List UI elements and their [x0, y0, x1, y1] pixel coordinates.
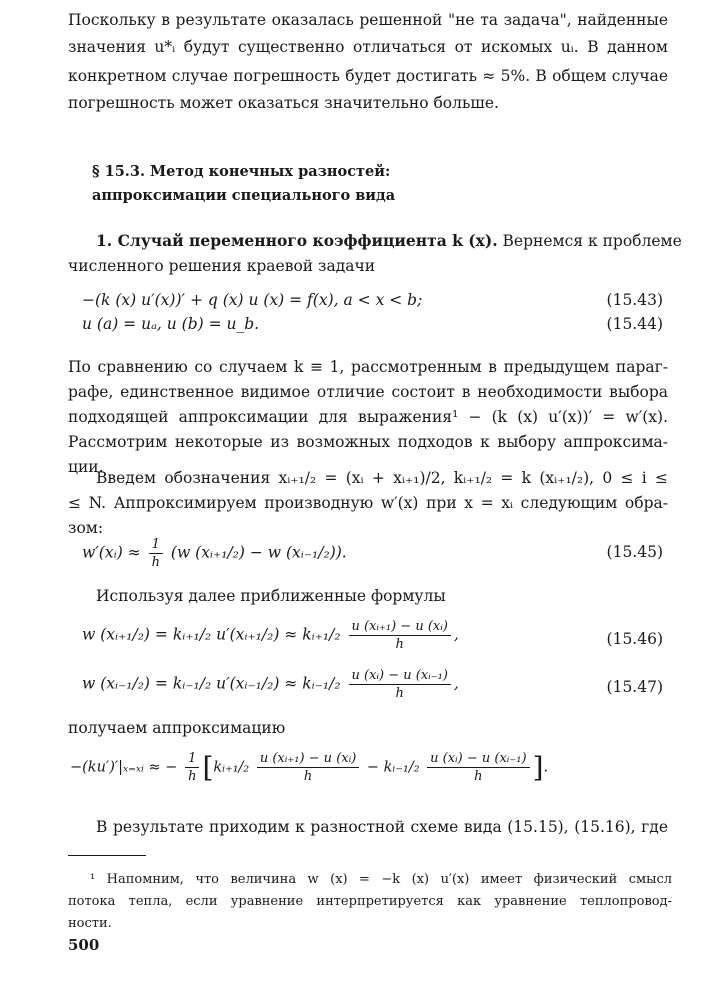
- eq-mid: − kᵢ₋₁/₂: [366, 759, 420, 776]
- item1-title: 1. Случай переменного коэффициента k (x).: [96, 231, 498, 250]
- paragraph-6: [68, 815, 668, 840]
- text-line: получаем аппроксимацию: [68, 719, 286, 737]
- fraction: [185, 750, 199, 785]
- eq-tail: .: [543, 759, 549, 776]
- page-number: 500: [68, 936, 100, 954]
- equation-15-44: u (a) = uₐ, u (b) = u_b.: [82, 315, 260, 333]
- fraction-numerator: u (xᵢ₊₁) − u (xᵢ): [257, 750, 359, 768]
- paragraph-5: [68, 716, 668, 741]
- fraction-numerator: 1: [185, 750, 199, 768]
- eq-right: ,: [453, 625, 459, 644]
- fraction-denominator: h: [474, 769, 483, 784]
- equation-number: (15.46): [606, 630, 663, 648]
- eq-left: w (xᵢ₊₁/₂) = kᵢ₊₁/₂ u′(xᵢ₊₁/₂) ≈ kᵢ₊₁/₂: [82, 625, 341, 644]
- equation-number: (15.45): [606, 543, 663, 561]
- item1-paragraph: [68, 228, 682, 279]
- text-line: [68, 228, 682, 254]
- text-line: ≤ N. Аппроксимируем производную w′(x) при x = xᵢ следующим обра-: [68, 494, 668, 512]
- fraction: [427, 750, 529, 785]
- fraction-denominator: h: [395, 686, 404, 701]
- left-bracket: [: [202, 751, 214, 784]
- text-line: зом:: [68, 519, 104, 537]
- text-line: По сравнению со случаем k ≡ 1, рассмотренным в предыдущем параг-: [68, 358, 668, 376]
- section-heading-line: аппроксимации специального вида: [92, 187, 396, 204]
- text-line: численного решения краевой задачи: [68, 257, 376, 275]
- section-heading-line: § 15.3. Метод конечных разностей:: [92, 163, 391, 180]
- footnote: [68, 869, 672, 935]
- fraction-denominator: h: [395, 637, 404, 652]
- paragraph-3: [68, 466, 668, 541]
- text-line: погрешность может оказаться значительно больше.: [68, 94, 499, 112]
- fraction: [149, 536, 163, 571]
- text-line: Рассмотрим некоторые из возможных подходов к выбору аппроксима-: [68, 433, 668, 451]
- equation-15-46: [82, 618, 459, 653]
- eq-left: w′(xᵢ) ≈: [82, 543, 141, 562]
- intro-paragraph: [68, 8, 668, 116]
- eq-right: ,: [453, 674, 459, 693]
- eq-left: w (xᵢ₋₁/₂) = kᵢ₋₁/₂ u′(xᵢ₋₁/₂) ≈ kᵢ₋₁/₂: [82, 674, 341, 693]
- fraction: [349, 667, 451, 702]
- equation-number: (15.44): [606, 315, 663, 333]
- eq-right: (w (xᵢ₊₁/₂) − w (xᵢ₋₁/₂)).: [170, 543, 347, 562]
- text-line: Поскольку в результате оказалась решенной "не та задача", найденные: [68, 11, 668, 29]
- equation-15-45: [82, 536, 347, 571]
- fraction-numerator: u (xᵢ) − u (xᵢ₋₁): [349, 667, 451, 685]
- text-line: конкретном случае погрешность будет достигать ≈ 5%. В общем случае: [68, 67, 668, 85]
- item1-rest: Вернемся к проблеме: [497, 232, 682, 250]
- footnote-line: ¹ Напомним, что величина w (x) = −k (x) u′(x) имеет физический смысл: [90, 872, 672, 887]
- fraction-numerator: u (xᵢ₊₁) − u (xᵢ): [349, 618, 451, 636]
- fraction-numerator: 1: [149, 536, 163, 554]
- equation-number: (15.43): [606, 291, 663, 309]
- fraction: [257, 750, 359, 785]
- text-line: Введем обозначения xᵢ₊₁/₂ = (xᵢ + xᵢ₊₁)/2, kᵢ₊₁/₂ = k (xᵢ₊₁/₂), 0 ≤ i ≤: [96, 469, 668, 487]
- paragraph-4: [68, 584, 696, 609]
- fraction-denominator: h: [188, 769, 197, 784]
- footnote-rule: [68, 855, 146, 856]
- footnote-line: ности.: [68, 916, 112, 931]
- eq-coef: kᵢ₊₁/₂: [213, 759, 250, 776]
- equation-approximation: [70, 750, 548, 785]
- text-line: В результате приходим к разностной схеме вида (15.15), (15.16), где: [96, 818, 668, 836]
- fraction-denominator: h: [303, 769, 313, 784]
- fraction: [349, 618, 451, 653]
- text-line: ции.: [68, 458, 104, 476]
- text-line: подходящей аппроксимации для выражения¹ − (k (x) u′(x))′ = w′(x).: [68, 408, 668, 426]
- text-line: Используя далее приближенные формулы: [96, 587, 446, 605]
- fraction-denominator: h: [151, 555, 160, 570]
- equation-15-43: −(k (x) u′(x))′ + q (x) u (x) = f(x), a < x < b;: [82, 291, 423, 309]
- text-line: рафе, единственное видимое отличие состоит в необходимости выбора: [68, 383, 668, 401]
- equation-number: (15.47): [606, 678, 663, 696]
- eq-left: −(ku′)′|ₓ₌ₓᵢ ≈ −: [70, 759, 178, 776]
- footnote-line: потока тепла, если уравнение интерпретируется как уравнение теплопровод-: [68, 894, 672, 909]
- paragraph-2: [68, 355, 668, 480]
- section-heading: [92, 160, 395, 208]
- right-bracket: ]: [532, 751, 544, 784]
- equation-15-47: [82, 667, 459, 702]
- text-line: значения u*ᵢ будут существенно отличаться от искомых uᵢ. В данном: [68, 38, 668, 56]
- fraction-numerator: u (xᵢ) − u (xᵢ₋₁): [427, 750, 529, 768]
